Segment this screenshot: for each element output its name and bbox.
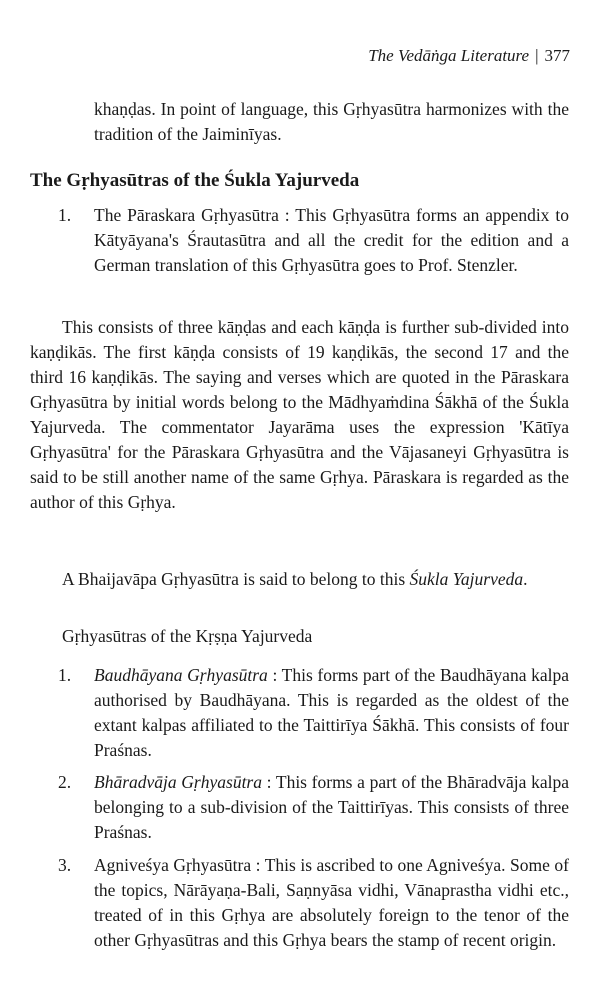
main-paragraph: This consists of three kāṇḍas and each kāṇḍa is further sub-divided into kaṇḍikās. The first kāṇḍa consists of 19 kaṇḍikās, the second 17 and the third 16 kaṇḍikās. The saying and verses which are quoted in the Pāraskara Gṛhyasūtra by initial words belong to the Mādhyaṁdina Śākhā of the Śukla Yajurveda. The commentator Jayarāma uses the expression 'Kātīya Gṛhyasūtra' for the Pāraskara Gṛhyasūtra and the Vājasaneyi Gṛhyasūtra is said to be still another name of the same Gṛhya. Pāraskara is regarded as the author of this Gṛhya. [30,317,569,512]
list-item [58,770,569,845]
section-heading: The Gṛhyasūtras of the Śukla Yajurveda [30,170,360,191]
intro-paragraph: khaṇḍas. In point of language, this Gṛhyasūtra harmonizes with the tradition of the Jaiminīyas. [94,99,569,144]
list-number: 1. [58,665,72,685]
list-text: : This forms part of the Baudhāyana kalpa authorised by Baudhāyana. This is regarded as the oldest of the extant kalpas affiliated to the Taittirīya Śākhā. This consists of four Praśnas. [94,665,570,760]
header-title: The Vedāṅga Literature [368,46,530,65]
list-number: 3. [58,855,72,875]
bhaija-text: A Bhaijavāpa Gṛhyasūtra is said to belong to this [62,569,410,589]
bhaija-end: . [523,569,528,589]
bhaija-paragraph [30,567,569,592]
list-item [58,203,569,278]
list-item [58,853,569,953]
list-text: The Pāraskara Gṛhyasūtra : This Gṛhyasūtra forms an appendix to Kātyāyana's Śrautasūtra and all the credit for the edition and a German translation of this Gṛhyasūtra goes to Prof. Stenzler. [94,205,569,275]
header-separator: | [535,46,539,65]
bhaija-italic: Śukla Yajurveda [409,569,524,589]
list-number: 1. [58,205,72,225]
list-text: Agniveśya Gṛhyasūtra : This is ascribed to one Agniveśya. Some of the topics, Nārāyaṇa-Bali, Saṇnyāsa vidhi, Vānaprastha vidhi etc., treated of in this Gṛhya are absolutely foreign to the tenor of the other Gṛhyasūtras and this Gṛhya bears the stamp of recent origin. [94,855,569,950]
subheading: Gṛhyasūtras of the Kṛṣṇa Yajurveda [62,626,313,646]
running-header [368,46,570,66]
list-italic: Baudhāyana Gṛhyasūtra [94,665,268,685]
list-text: : This forms a part of the Bhāradvāja kalpa belonging to a sub-division of the Taittirīyas. This consists of three Praśnas. [94,772,569,842]
list-italic: Bhāradvāja Gṛhyasūtra [94,772,262,792]
page-number: 377 [544,46,570,65]
list-number: 2. [58,772,72,792]
list-item [58,663,570,763]
